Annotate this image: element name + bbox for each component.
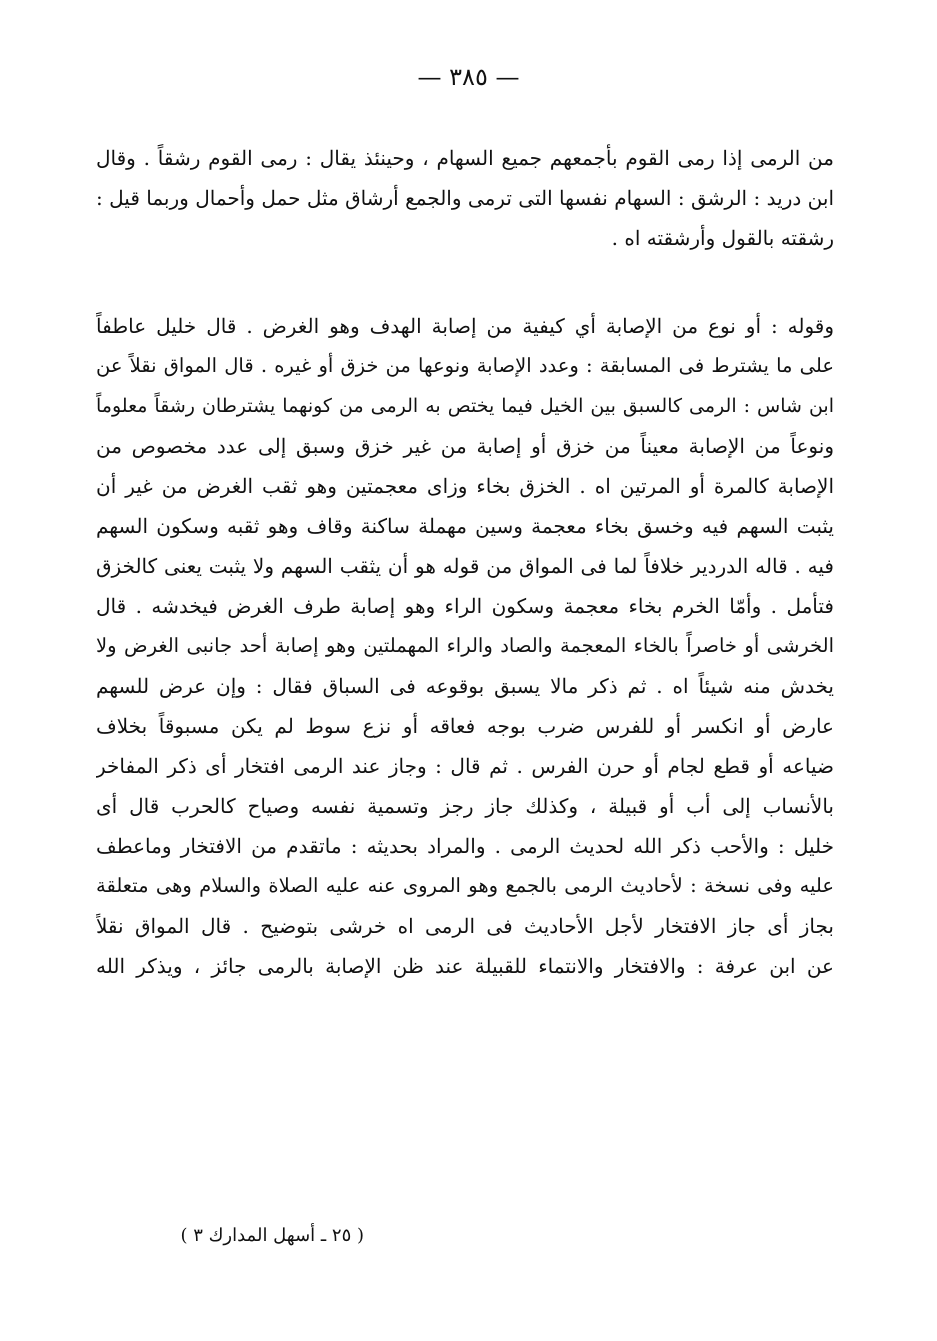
text-line: الخرشى أو خاصراً بالخاء المعجمة والصاد والراء المهملتين وهو إصابة أحد جانبى الغرض ولا — [96, 634, 834, 657]
text-line: ونوعاً من الإصابة معيناً من خزق أو إصابة من غير خزق وسبق إلى عدد مخصوص من — [96, 434, 834, 458]
paragraph-2 — [96, 306, 834, 986]
text-line: ضياعه أو قطع لجام أو حرن الفرس . ثم قال : وجاز عند الرمى افتخار أى ذكر المفاخر — [96, 754, 834, 778]
text-line: ابن دريد : الرشق : السهام نفسها التى ترمى والجمع أرشاق مثل حمل وأحمال وربما قيل : — [96, 186, 834, 210]
text-line: عارض أو انكسر أو للفرس ضرب بوجه فعاقه أو نزع سوط لم يكن مسبوقاً بخلاف — [96, 714, 834, 738]
text-line: يخدش منه شيئاً اه . ثم ذكر مالا يسبق بوقوعه فى السباق فقال : وإن عرض للسهم — [96, 674, 834, 698]
text-line: فتأمل . وأمّا الخرم بخاء معجمة وسكون الراء وهو إصابة طرف الغرض فيخدشه . قال — [96, 594, 834, 618]
text-line: فيه . قاله الدردير خلافاً لما فى المواق من قوله هو أن يثقب السهم ولا يثبت يعنى كالخزق — [96, 554, 834, 578]
text-line: ابن شاس : الرمى كالسبق بين الخيل فيما يختص به الرمى من كونهما يشترطان رشقاً معلوماً — [96, 395, 834, 417]
text-line: بجاز أى جاز الافتخار لأجل الأحاديث فى الرمى اه خرشى بتوضيح . قال المواق نقلاً — [96, 914, 834, 938]
text-line: يثبت السهم فيه وخسق بخاء معجمة وسين مهملة ساكنة وقاف وهو ثقبه وسكون السهم — [96, 514, 834, 538]
signature-mark: ( ٢٥ ـ أسهل المدارك ٣ ) — [180, 1225, 364, 1246]
text-line: عن ابن عرفة : والافتخار والانتماء للقبيلة عند ظن الإصابة بالرمى جائز ، ويذكر الله — [96, 954, 834, 978]
text-line: عليه وفى نسخة : لأحاديث الرمى بالجمع وهو المروى عنه عليه الصلاة والسلام وهى متعلقة — [96, 874, 834, 897]
page-number: — ٣٨٥ — — [417, 63, 520, 91]
text-line: على ما يشترط فى المسابقة : وعدد الإصابة ونوعها من خزق أو غيره . قال المواق نقلاً عن — [96, 354, 834, 377]
text-line: الإصابة كالمرة أو المرتين اه . الخزق بخاء وزاى معجمتين وهو ثقب الغرض من غير أن — [96, 474, 834, 498]
paragraph-1 — [96, 138, 834, 258]
text-line: وقوله : أو نوع من الإصابة أي كيفية من إصابة الهدف وهو الغرض . قال خليل عاطفاً — [96, 314, 834, 338]
text-line: خليل : والأحب ذكر الله لحديث الرمى . والمراد بحديثه : ماتقدم من الافتخار وماعطف — [96, 834, 834, 858]
text-line: بالأنساب إلى أب أو قبيلة ، وكذلك جاز رجز وتسمية نفسه وصياح كالحرب قال أى — [96, 794, 834, 818]
text-line: رشقته بالقول وأرشقته اه . — [611, 226, 834, 250]
text-line: من الرمى إذا رمى القوم بأجمعهم جميع السهام ، وحينئذ يقال : رمى القوم رشقاً . وقال — [96, 146, 834, 170]
